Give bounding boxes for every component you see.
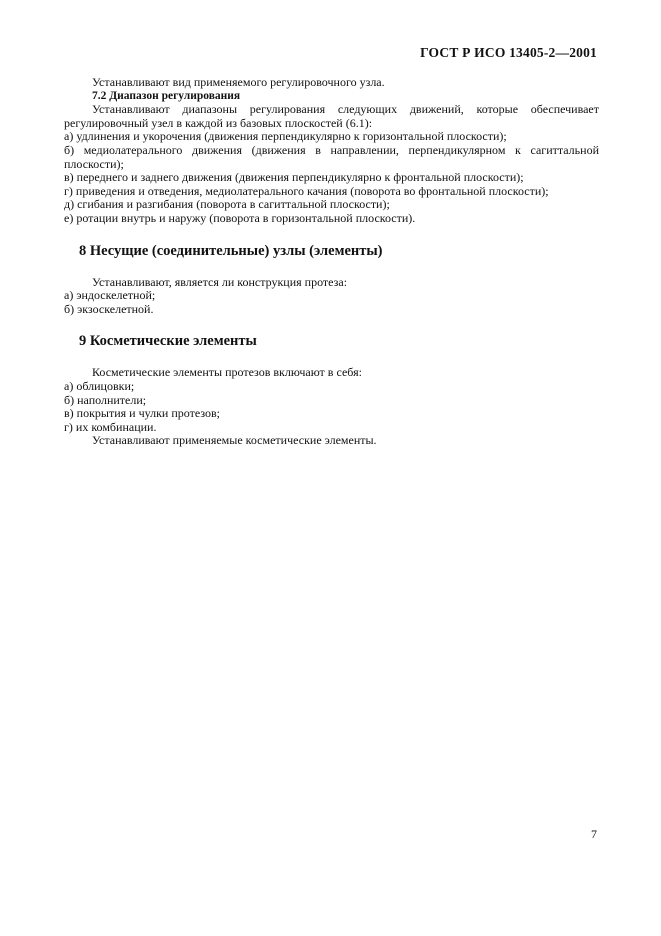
paragraph-9-end: Устанавливают применяемые косметические элементы. bbox=[92, 433, 377, 448]
document-body bbox=[64, 76, 599, 448]
list-item: а) эндоскелетной; bbox=[64, 288, 156, 303]
section-heading-8: 8 Несущие (соединительные) узлы (элементы) bbox=[79, 242, 383, 259]
list-item: б) медиолатерального движения (движения в направлении, перпендикулярном к сагиттальной плоскости); bbox=[64, 142, 599, 171]
section-heading-9: 9 Косметические элементы bbox=[79, 333, 257, 350]
list-7-2 bbox=[64, 130, 599, 225]
list-item: д) сгибания и разгибания (поворота в сагиттальной плоскости); bbox=[64, 197, 390, 212]
list-9 bbox=[64, 380, 599, 434]
list-8 bbox=[64, 289, 599, 316]
paragraph-7-2: Устанавливают диапазоны регулирования следующих движений, которые обеспечивает регулировочный узел в каждой из базовых плоскостей (6.1): bbox=[64, 102, 599, 130]
list-item: б) наполнители; bbox=[64, 392, 147, 407]
paragraph-intro: Устанавливают вид применяемого регулировочного узла. bbox=[92, 75, 385, 89]
subsection-heading-7-2: 7.2 Диапазон регулирования bbox=[92, 89, 241, 102]
list-item: б) экзоскелетной. bbox=[64, 301, 154, 316]
page-number: 7 bbox=[591, 827, 597, 841]
list-item: г) их комбинации. bbox=[64, 419, 157, 434]
list-item: а) облицовки; bbox=[64, 378, 135, 393]
list-item: а) удлинения и укорочения (движения перпендикулярно к горизонтальной плоскости); bbox=[64, 129, 507, 144]
list-item: в) покрытия и чулки протезов; bbox=[64, 406, 220, 421]
list-item: в) переднего и заднего движения (движения перпендикулярно к фронтальной плоскости); bbox=[64, 170, 524, 185]
paragraph-9: Косметические элементы протезов включают в себя: bbox=[92, 365, 362, 380]
paragraph-8: Устанавливают, является ли конструкция протеза: bbox=[92, 274, 348, 289]
document-header: ГОСТ Р ИСО 13405-2—2001 bbox=[420, 45, 597, 60]
list-item: е) ротации внутрь и наружу (поворота в горизонтальной плоскости). bbox=[64, 210, 416, 225]
list-item: г) приведения и отведения, медиолатерального качания (поворота во фронтальной плоскости); bbox=[64, 183, 549, 198]
